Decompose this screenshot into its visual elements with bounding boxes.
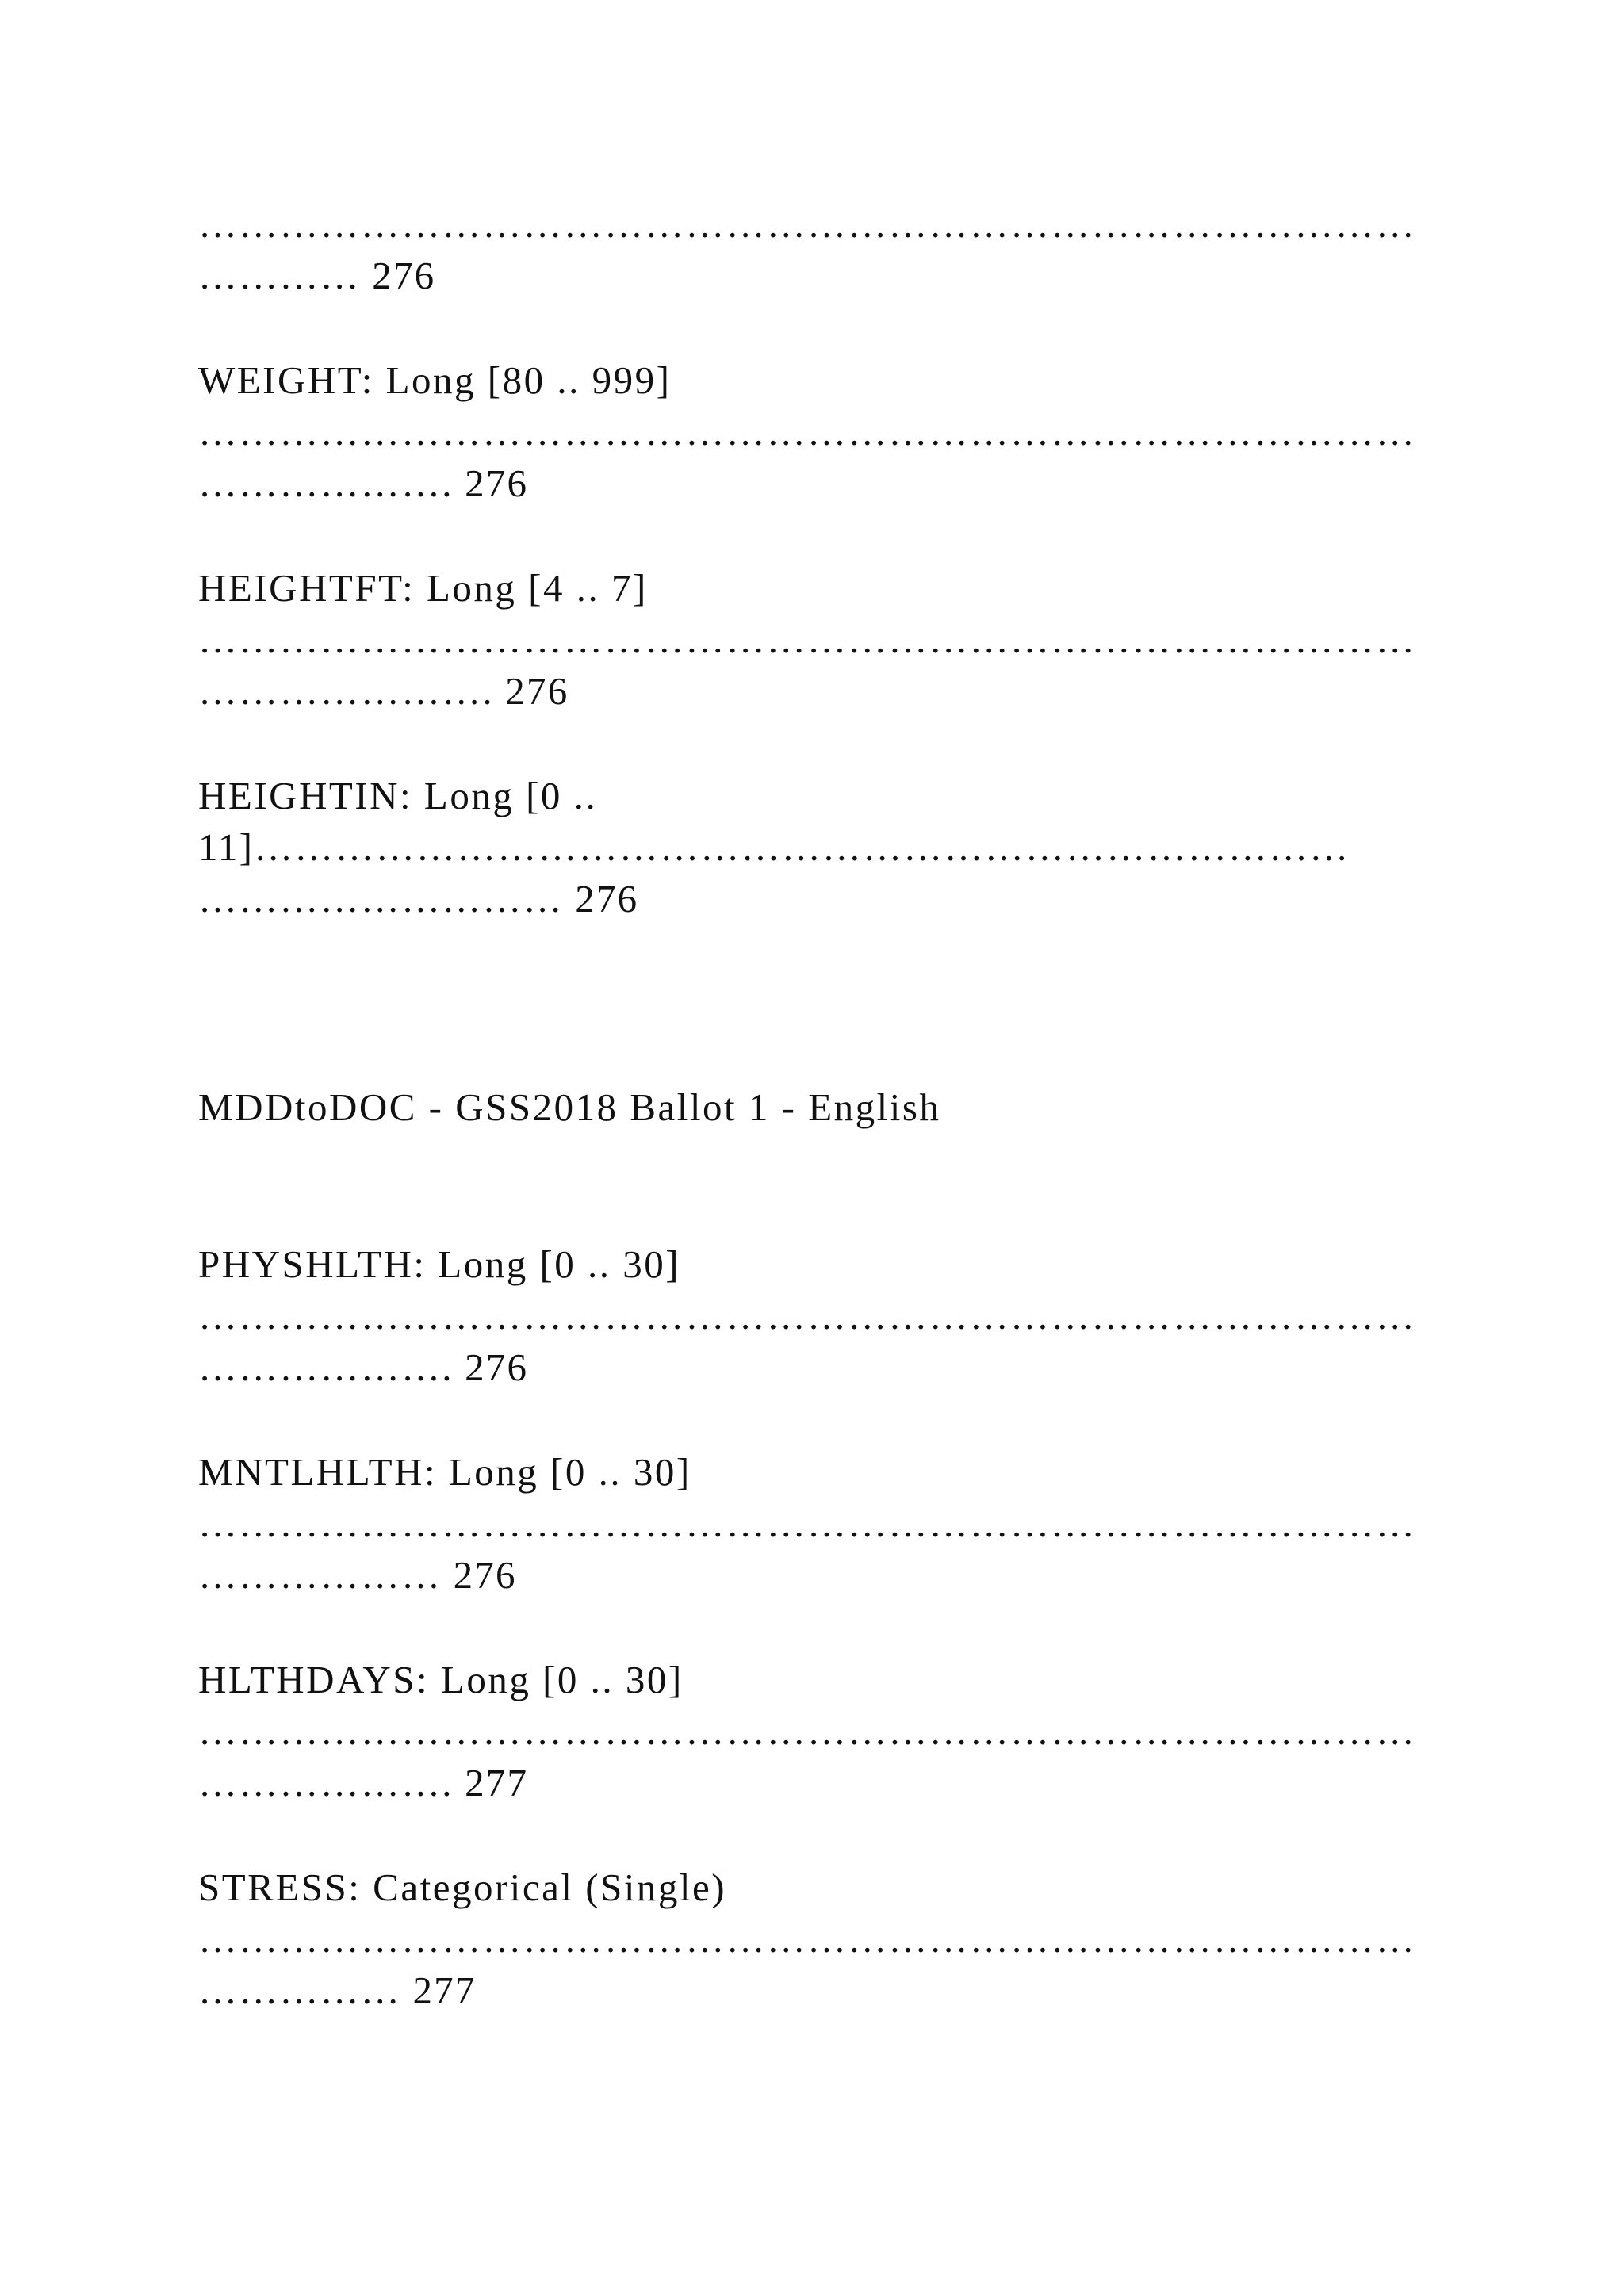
toc-leader-line: ……………………………………………………………………………… <box>198 618 1416 661</box>
toc-page-number-line: …………… 277 <box>198 1969 477 2012</box>
toc-entry-mntlhlth: MNTLHLTH: Long [0 .. 30] <box>198 1450 691 1494</box>
toc-page-number-line: ……………… 276 <box>198 1553 517 1597</box>
toc-entry-stress: STRESS: Categorical (Single) <box>198 1866 727 1909</box>
toc-leader-line: 11]……………………………………………………………………… <box>198 825 1350 869</box>
toc-leader-line: ……………………………………………………………………………… <box>198 1709 1416 1753</box>
toc-entry-weight: WEIGHT: Long [80 .. 999] <box>198 358 672 402</box>
toc-page-number-line: ………………. 276 <box>198 461 529 505</box>
toc-leader-line: ……………………………………………………………………………… <box>198 1502 1416 1545</box>
toc-entry-heightin: HEIGHTIN: Long [0 .. <box>198 774 598 817</box>
toc-entry-hlthdays: HLTHDAYS: Long [0 .. 30] <box>198 1658 684 1701</box>
toc-leader-line: ……………………………………………………………………………… <box>198 1917 1416 1961</box>
toc-entry-physhlth: PHYSHLTH: Long [0 .. 30] <box>198 1242 681 1286</box>
toc-leader-line: ……………………………………………………………………………… <box>198 202 1416 246</box>
toc-leader-line: ……………………………………………………………………………… <box>198 1294 1416 1337</box>
toc-page-number-line: ……………………… 276 <box>198 877 639 920</box>
toc-page-number-line: ………………. 277 <box>198 1761 529 1804</box>
toc-page-number-line: ………… 276 <box>198 254 436 297</box>
section-heading: MDDtoDOC - GSS2018 Ballot 1 - English <box>198 1085 941 1129</box>
toc-page-number-line: ………………. 276 <box>198 1345 529 1389</box>
toc-leader-line: ……………………………………………………………………………… <box>198 410 1416 453</box>
toc-page-number-line: …………………. 276 <box>198 669 569 713</box>
toc-entry-heightft: HEIGHTFT: Long [4 .. 7] <box>198 566 648 610</box>
